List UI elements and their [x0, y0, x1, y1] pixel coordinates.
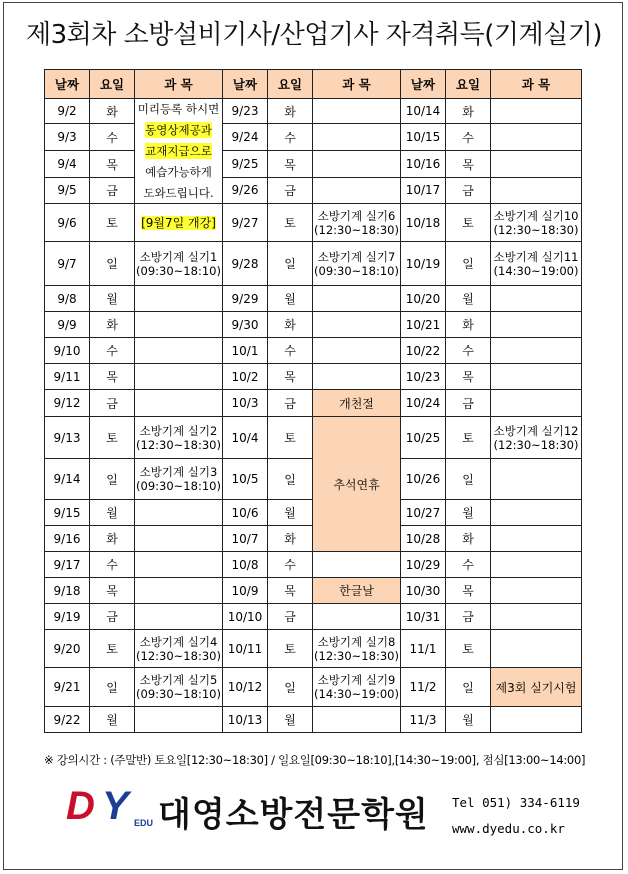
logo-edu-text: EDU [134, 818, 154, 828]
exam-cell: 제3회 실기시험 [491, 668, 582, 707]
opening-date-label: [9월7일 개강] [141, 216, 216, 230]
day-cell: 월 [268, 500, 313, 526]
day-cell: 목 [90, 578, 135, 604]
subject-cell [135, 338, 223, 364]
subject-cell [313, 286, 401, 312]
date-cell: 10/3 [223, 390, 268, 417]
table-row [45, 204, 582, 242]
date-cell: 9/12 [45, 390, 90, 417]
table-row [45, 364, 582, 390]
day-cell: 목 [446, 151, 491, 177]
subject-cell [313, 707, 401, 733]
day-cell: 월 [268, 286, 313, 312]
subject-cell [135, 312, 223, 338]
subject-time: (12:30~18:30) [314, 222, 399, 237]
subject-title: 소방기계 실기2 [139, 423, 218, 438]
subject-cell [135, 204, 223, 242]
date-cell: 10/14 [401, 99, 446, 124]
date-cell: 10/8 [223, 552, 268, 578]
subject-cell [313, 312, 401, 338]
subject-time: (09:30~18:10) [136, 479, 221, 493]
table-row [45, 390, 582, 417]
notice-line: 예습가능하게 [145, 164, 212, 179]
subject-cell [135, 578, 223, 604]
subject-cell [491, 604, 582, 630]
subject-time: (12:30~18:30) [493, 437, 579, 452]
schedule-table [44, 69, 582, 733]
subject-cell [491, 630, 582, 668]
day-cell: 화 [90, 99, 135, 124]
day-cell: 금 [90, 604, 135, 630]
day-cell: 일 [446, 242, 491, 286]
day-cell: 목 [268, 364, 313, 390]
header-date: 날짜 [401, 70, 446, 99]
day-cell: 월 [90, 500, 135, 526]
day-cell: 금 [268, 390, 313, 417]
subject-time: (12:30~18:30) [493, 222, 579, 237]
table-row [45, 124, 582, 151]
subject-cell [313, 552, 401, 578]
subject-cell [491, 526, 582, 552]
subject-cell [135, 668, 223, 707]
header-subject: 과 목 [313, 70, 401, 99]
lecture-time-footnote: ※ 강의시간 : (주말반) 토요일[12:30~18:30] / 일요일[09:30~18:10],[14:30~19:00], 점심[13:00~14:00] [44, 753, 586, 767]
header-date: 날짜 [223, 70, 268, 99]
day-cell: 목 [268, 151, 313, 177]
subject-cell [313, 151, 401, 177]
subject-cell [135, 707, 223, 733]
date-cell: 9/24 [223, 124, 268, 151]
day-cell: 금 [90, 390, 135, 417]
subject-cell [313, 338, 401, 364]
date-cell: 9/19 [45, 604, 90, 630]
day-cell: 금 [268, 177, 313, 203]
day-cell: 금 [446, 604, 491, 630]
date-cell: 10/22 [401, 338, 446, 364]
date-cell: 10/29 [401, 552, 446, 578]
date-cell: 9/20 [45, 630, 90, 668]
subject-cell [491, 390, 582, 417]
date-cell: 10/4 [223, 417, 268, 459]
day-cell: 일 [268, 242, 313, 286]
subject-cell [135, 630, 223, 668]
day-cell: 일 [268, 668, 313, 707]
date-cell: 9/10 [45, 338, 90, 364]
subject-cell [491, 177, 582, 203]
date-cell: 9/18 [45, 578, 90, 604]
date-cell: 10/7 [223, 526, 268, 552]
date-cell: 9/15 [45, 500, 90, 526]
day-cell: 목 [90, 151, 135, 177]
subject-cell [491, 500, 582, 526]
day-cell: 토 [90, 417, 135, 459]
table-row [45, 338, 582, 364]
day-cell: 일 [90, 242, 135, 286]
date-cell: 10/30 [401, 578, 446, 604]
phone-number: Tel 051) 334-6119 [452, 795, 580, 810]
header-day: 요일 [268, 70, 313, 99]
academy-name: 대영소방전문학원 [158, 795, 429, 835]
day-cell: 화 [268, 312, 313, 338]
notice-line: 교재지급으로 [145, 143, 212, 158]
subject-cell [313, 242, 401, 286]
table-row [45, 707, 582, 733]
academy-logo [66, 784, 156, 830]
table-row [45, 417, 582, 459]
day-cell: 토 [446, 630, 491, 668]
date-cell: 9/17 [45, 552, 90, 578]
subject-cell [491, 99, 582, 124]
day-cell: 화 [90, 312, 135, 338]
date-cell: 9/30 [223, 312, 268, 338]
day-cell: 수 [90, 338, 135, 364]
day-cell: 토 [268, 204, 313, 242]
subject-cell [135, 364, 223, 390]
date-cell: 9/2 [45, 99, 90, 124]
day-cell: 목 [446, 578, 491, 604]
date-cell: 10/15 [401, 124, 446, 151]
table-row [45, 177, 582, 203]
subject-cell [313, 177, 401, 203]
subject-title: 소방기계 실기1 [139, 249, 218, 264]
subject-title: 소방기계 실기7 [317, 249, 396, 264]
subject-cell [491, 151, 582, 177]
day-cell: 수 [268, 124, 313, 151]
day-cell: 토 [90, 630, 135, 668]
subject-cell [313, 668, 401, 707]
date-cell: 10/26 [401, 459, 446, 500]
day-cell: 토 [268, 417, 313, 459]
date-cell: 10/6 [223, 500, 268, 526]
day-cell: 수 [90, 124, 135, 151]
subject-cell [135, 417, 223, 459]
subject-cell [135, 526, 223, 552]
date-cell: 10/13 [223, 707, 268, 733]
date-cell: 9/4 [45, 151, 90, 177]
subject-title: 소방기계 실기10 [493, 208, 579, 223]
date-cell: 10/20 [401, 286, 446, 312]
date-cell: 10/23 [401, 364, 446, 390]
date-cell: 10/10 [223, 604, 268, 630]
date-cell: 9/7 [45, 242, 90, 286]
holiday-cell: 개천절 [313, 390, 401, 417]
table-row [45, 242, 582, 286]
subject-time: (12:30~18:30) [314, 648, 399, 663]
subject-cell [135, 286, 223, 312]
day-cell: 목 [268, 578, 313, 604]
page-title: 제3회차 소방설비기사/산업기사 자격취득(기계실기) [25, 20, 603, 50]
date-cell: 9/28 [223, 242, 268, 286]
subject-cell [135, 500, 223, 526]
day-cell: 금 [446, 177, 491, 203]
date-cell: 10/17 [401, 177, 446, 203]
date-cell: 9/3 [45, 124, 90, 151]
day-cell: 수 [268, 552, 313, 578]
subject-cell [313, 99, 401, 124]
date-cell: 10/21 [401, 312, 446, 338]
date-cell: 10/16 [401, 151, 446, 177]
date-cell: 10/25 [401, 417, 446, 459]
table-row [45, 604, 582, 630]
day-cell: 화 [268, 99, 313, 124]
subject-time: (09:30~18:10) [136, 687, 221, 701]
date-cell: 10/2 [223, 364, 268, 390]
subject-title: 소방기계 실기8 [317, 634, 396, 649]
subject-title: 소방기계 실기4 [139, 634, 218, 649]
day-cell: 일 [446, 459, 491, 500]
date-cell: 10/5 [223, 459, 268, 500]
date-cell: 9/16 [45, 526, 90, 552]
day-cell: 화 [446, 99, 491, 124]
date-cell: 9/6 [45, 204, 90, 242]
date-cell: 9/29 [223, 286, 268, 312]
subject-time: (09:30~18:10) [314, 263, 399, 278]
date-cell: 10/19 [401, 242, 446, 286]
date-cell: 10/24 [401, 390, 446, 417]
date-cell: 11/2 [401, 668, 446, 707]
subject-time: (14:30~19:00) [493, 263, 579, 278]
date-cell: 10/12 [223, 668, 268, 707]
subject-cell [313, 604, 401, 630]
day-cell: 금 [268, 604, 313, 630]
day-cell: 토 [446, 417, 491, 459]
day-cell: 월 [268, 707, 313, 733]
date-cell: 10/18 [401, 204, 446, 242]
day-cell: 월 [446, 707, 491, 733]
date-cell: 10/28 [401, 526, 446, 552]
table-row [45, 312, 582, 338]
day-cell: 목 [446, 364, 491, 390]
subject-title: 소방기계 실기3 [139, 465, 218, 479]
day-cell: 일 [268, 459, 313, 500]
date-cell: 9/14 [45, 459, 90, 500]
subject-cell [491, 552, 582, 578]
day-cell: 수 [90, 552, 135, 578]
day-cell: 월 [90, 286, 135, 312]
subject-title: 소방기계 실기12 [493, 423, 579, 438]
table-row [45, 668, 582, 707]
header-subject: 과 목 [135, 70, 223, 99]
day-cell: 일 [90, 459, 135, 500]
holiday-cell: 한글날 [313, 578, 401, 604]
subject-cell [135, 390, 223, 417]
date-cell: 11/1 [401, 630, 446, 668]
day-cell: 수 [446, 124, 491, 151]
subject-cell [491, 459, 582, 500]
notice-line: 도와드립니다. [143, 185, 214, 200]
subject-time: (12:30~18:30) [136, 437, 221, 452]
day-cell: 월 [446, 286, 491, 312]
header-day: 요일 [90, 70, 135, 99]
website-link[interactable]: www.dyedu.co.kr [452, 821, 565, 836]
date-cell: 9/22 [45, 707, 90, 733]
subject-cell [491, 124, 582, 151]
subject-time: (14:30~19:00) [314, 687, 399, 701]
subject-cell [135, 604, 223, 630]
date-cell: 11/3 [401, 707, 446, 733]
day-cell: 화 [90, 526, 135, 552]
subject-cell [491, 707, 582, 733]
subject-cell [491, 364, 582, 390]
date-cell: 9/21 [45, 668, 90, 707]
table-row [45, 630, 582, 668]
table-row [45, 552, 582, 578]
notice-line: 미리등록 하시면 [137, 102, 220, 117]
subject-cell [135, 242, 223, 286]
day-cell: 월 [90, 707, 135, 733]
day-cell: 수 [446, 338, 491, 364]
date-cell: 9/26 [223, 177, 268, 203]
subject-cell [491, 417, 582, 459]
table-header-row [45, 70, 582, 99]
date-cell: 9/23 [223, 99, 268, 124]
date-cell: 9/25 [223, 151, 268, 177]
subject-cell [491, 578, 582, 604]
subject-time: (09:30~18:10) [136, 263, 221, 278]
header-day: 요일 [446, 70, 491, 99]
date-cell: 9/9 [45, 312, 90, 338]
day-cell: 토 [268, 630, 313, 668]
subject-cell [313, 630, 401, 668]
subject-title: 소방기계 실기6 [317, 208, 396, 223]
header-subject: 과 목 [491, 70, 582, 99]
table-row [45, 578, 582, 604]
date-cell: 9/13 [45, 417, 90, 459]
day-cell: 일 [90, 668, 135, 707]
subject-cell [135, 459, 223, 500]
date-cell: 9/11 [45, 364, 90, 390]
subject-title: 소방기계 실기9 [317, 673, 396, 687]
subject-cell [491, 312, 582, 338]
subject-cell [491, 338, 582, 364]
subject-cell [313, 124, 401, 151]
notice-cell [135, 99, 223, 204]
header-date: 날짜 [45, 70, 90, 99]
holiday-cell: 추석연휴 [313, 417, 401, 552]
contact-info [452, 790, 592, 842]
date-cell: 9/27 [223, 204, 268, 242]
notice-lines [135, 99, 222, 203]
table-row [45, 151, 582, 177]
subject-cell [491, 204, 582, 242]
day-cell: 수 [268, 338, 313, 364]
day-cell: 토 [90, 204, 135, 242]
subject-cell [313, 204, 401, 242]
date-cell: 10/1 [223, 338, 268, 364]
day-cell: 화 [268, 526, 313, 552]
date-cell: 10/27 [401, 500, 446, 526]
date-cell: 9/8 [45, 286, 90, 312]
day-cell: 월 [446, 500, 491, 526]
date-cell: 10/31 [401, 604, 446, 630]
day-cell: 화 [446, 312, 491, 338]
day-cell: 수 [446, 552, 491, 578]
subject-cell [135, 552, 223, 578]
day-cell: 목 [90, 364, 135, 390]
date-cell: 9/5 [45, 177, 90, 203]
subject-title: 소방기계 실기5 [139, 673, 218, 687]
subject-cell [313, 364, 401, 390]
logo-letter-y: Y [102, 784, 129, 828]
day-cell: 토 [446, 204, 491, 242]
subject-cell [491, 242, 582, 286]
subject-title: 소방기계 실기11 [493, 249, 579, 264]
notice-line: 동영상제공과 [145, 123, 212, 138]
subject-cell [491, 286, 582, 312]
logo-letter-d: D [66, 784, 95, 828]
day-cell: 금 [90, 177, 135, 203]
day-cell: 금 [446, 390, 491, 417]
table-row [45, 99, 582, 124]
date-cell: 10/9 [223, 578, 268, 604]
day-cell: 화 [446, 526, 491, 552]
table-row [45, 286, 582, 312]
subject-time: (12:30~18:30) [136, 648, 221, 663]
date-cell: 10/11 [223, 630, 268, 668]
day-cell: 일 [446, 668, 491, 707]
